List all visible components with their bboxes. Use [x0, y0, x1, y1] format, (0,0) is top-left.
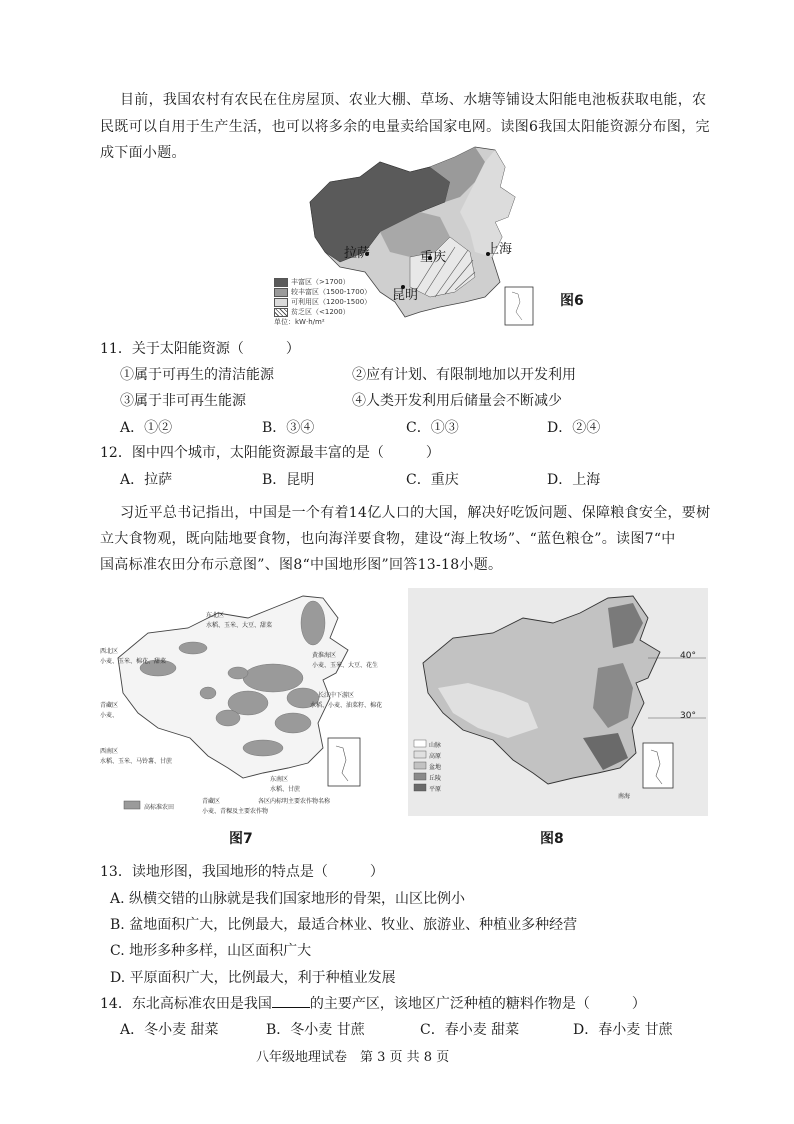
city-shanghai: 上海	[486, 242, 513, 257]
intro-line-1: 目前，我国农村有农民在住房屋顶、农业大棚、草场、水塘等铺设太阳能电池板获取电能，农	[120, 92, 707, 108]
region-huanghuaihai-crops: 小麦、玉米、大豆、花生	[312, 662, 379, 669]
q11-option-c[interactable]: C．①③	[406, 420, 459, 436]
q13-stem: 13．读地形图，我国地形的特点是（ ）	[100, 864, 384, 880]
city-kunming: 昆明	[392, 288, 419, 303]
terrain-legend-plain: 平原	[429, 786, 442, 793]
q13-option-b[interactable]: B. 盆地面积广大，比例最大，最适合林业、牧业、旅游业、种植业多种经营	[110, 917, 578, 933]
region-northeast: 东北区	[206, 612, 225, 619]
q12-option-a[interactable]: A．拉萨	[120, 472, 173, 488]
figure-6-label: 图6	[560, 293, 584, 309]
q12-option-b[interactable]: B．昆明	[262, 472, 315, 488]
solar-resource-map	[270, 142, 550, 328]
q14-option-a[interactable]: A．冬小麦 甜菜	[120, 1022, 219, 1038]
south-sea-label: 南海	[618, 793, 631, 800]
q11-statement-3: ③属于非可再生能源	[120, 393, 246, 409]
region-southwest-crops: 水稻、玉米、马铃薯、甘蔗	[100, 758, 173, 765]
city-chongqing: 重庆	[420, 250, 447, 265]
q11-statement-2: ②应有计划、有限制地加以开发利用	[352, 367, 576, 383]
city-lasa: 拉萨	[344, 246, 371, 261]
figure-8-label: 图8	[540, 831, 564, 847]
fig8-south-sea-inset	[643, 743, 673, 788]
q14-option-d[interactable]: D．春小麦 甘蔗	[573, 1022, 673, 1038]
fig7-south-sea-inset	[328, 738, 360, 786]
q11-option-a[interactable]: A．①②	[120, 420, 173, 436]
q11-option-d[interactable]: D．②④	[547, 420, 601, 436]
q13-option-c[interactable]: C. 地形多种多样，山区面积广大	[110, 943, 312, 959]
intro2-line-1: 习近平总书记指出，中国是一个有着14亿人口的大国，解决好吃饭问题、保障粮食安全，要树	[120, 505, 711, 521]
q14-option-c[interactable]: C．春小麦 甜菜	[420, 1022, 520, 1038]
legend-usable: 可利用区（1200-1500）	[291, 298, 372, 306]
intro-line-2: 民既可以自用于生产生活，也可以将多余的电量卖给国家电网。读图6我国太阳能资源分布图，完	[100, 119, 710, 135]
figure-7-label: 图7	[229, 831, 253, 847]
region-huanghuaihai: 黄淮海区	[312, 652, 337, 659]
legend-fairly-rich: 较丰富区（1500-1700）	[291, 288, 372, 296]
q13-option-a[interactable]: A. 纵横交错的山脉就是我们国家地形的骨架，山区比例小	[110, 891, 466, 907]
q12-option-d[interactable]: D．上海	[547, 472, 601, 488]
region-tibet-2-crops: 小麦、青稞及主要农作物	[202, 808, 269, 815]
south-sea-inset	[505, 287, 533, 325]
terrain-legend-plateau: 高原	[429, 753, 442, 760]
intro-line-3: 成下面小题。	[100, 145, 186, 161]
terrain-map-graphic	[408, 588, 708, 816]
fig7-legend-note: 各区内标明主要农作物名称	[258, 798, 331, 805]
q14-stem	[100, 993, 646, 1014]
q11-statement-1: ①属于可再生的清洁能源	[120, 367, 274, 383]
page-footer: 八年级地理试卷 第 3 页 共 8 页	[256, 1050, 450, 1065]
legend-unit: 单位：kW·h/m²	[274, 318, 325, 326]
terrain-legend-basin: 盆地	[429, 764, 442, 771]
region-tibet: 青藏区	[100, 702, 119, 709]
terrain-legend-hills: 丘陵	[429, 775, 442, 782]
region-northwest-crops: 小麦、玉米、棉花、甜菜	[100, 658, 167, 665]
latitude-30: 30°	[680, 711, 696, 721]
intro2-line-2: 立大食物观，既向陆地要食物，也向海洋要食物，建设“海上牧场”、“蓝色粮仓”。读图7“中	[100, 531, 676, 547]
q11-statement-4: ④人类开发利用后储量会不断减少	[352, 393, 562, 409]
region-northwest: 西北区	[100, 648, 119, 655]
intro2-line-3: 国高标准农田分布示意图”、图8“中国地形图”回答13-18小题。	[100, 557, 503, 573]
region-southeast: 东南区	[270, 776, 289, 783]
q14-stem-part-1: 14．东北高标准农田是我国	[100, 996, 272, 1012]
farmland-distribution-map	[98, 588, 398, 818]
legend-poor: 贫乏区（<1200）	[291, 308, 350, 316]
q14-stem-part-2: 的主要产区，该地区广泛种植的糖料作物是（ ）	[309, 996, 646, 1012]
legend-rich: 丰富区（>1700）	[291, 278, 350, 286]
region-yangtze: 长江中下游区	[318, 692, 355, 699]
fig7-legend-swatch	[124, 801, 140, 809]
terrain-legend-mountain: 山脉	[429, 742, 442, 749]
latitude-40: 40°	[680, 651, 696, 661]
q14-answer-blank[interactable]	[272, 993, 310, 1008]
region-yangtze-crops: 水稻、小麦、油菜籽、棉花	[310, 702, 383, 709]
q11-stem: 11．关于太阳能资源（ ）	[100, 341, 300, 357]
region-southwest: 西南区	[100, 748, 119, 755]
fig7-legend-label: 高标准农田	[144, 804, 175, 811]
region-tibet-crops: 小麦、	[100, 712, 119, 719]
region-southeast-crops: 水稻、甘蔗	[270, 786, 301, 793]
q14-option-b[interactable]: B．冬小麦 甘蔗	[266, 1022, 365, 1038]
region-northeast-crops: 水稻、玉米、大豆、甜菜	[206, 622, 273, 629]
q13-option-d[interactable]: D. 平原面积广大，比例最大，利于种植业发展	[110, 970, 396, 986]
q12-stem: 12．图中四个城市，太阳能资源最丰富的是（ ）	[100, 445, 440, 461]
terrain-map	[408, 588, 708, 816]
q11-option-b[interactable]: B．③④	[262, 420, 315, 436]
q12-option-c[interactable]: C．重庆	[406, 472, 459, 488]
region-tibet-2: 青藏区	[202, 798, 221, 805]
